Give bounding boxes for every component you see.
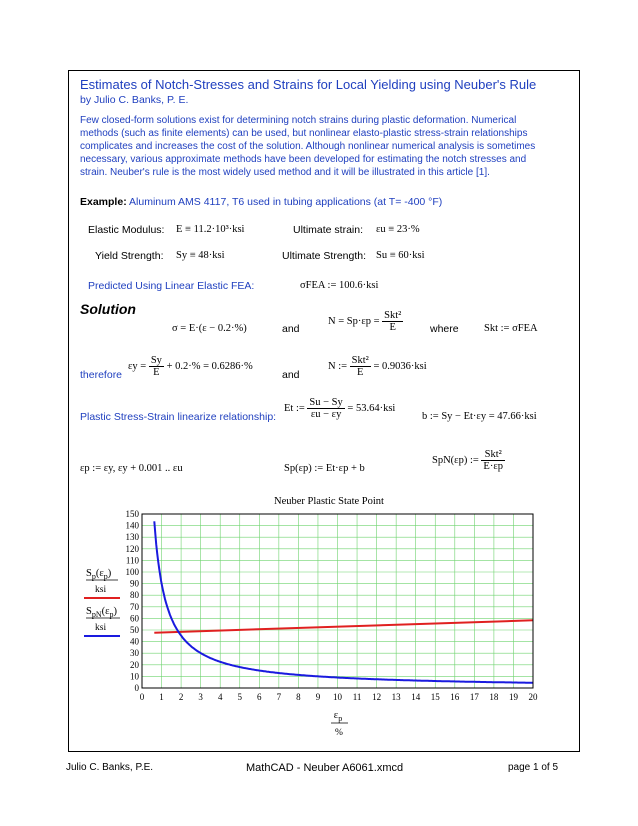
chart-title: Neuber Plastic State Point bbox=[274, 496, 384, 507]
neuber-constant-numerator: Skt² bbox=[351, 355, 369, 366]
example-details: , T6 used in tubing applications (at T= -400 °F) bbox=[226, 196, 443, 208]
y-tick-labels bbox=[126, 509, 140, 693]
yield-strain-lhs: εy = bbox=[128, 361, 147, 372]
x-tick-label: 2 bbox=[178, 692, 184, 702]
y-tick-label: 80 bbox=[130, 590, 139, 601]
elastic-modulus-label: Elastic Modulus: bbox=[88, 224, 165, 236]
neuber-chart bbox=[76, 490, 546, 740]
neuber-stress-numerator: Skt² bbox=[481, 449, 505, 461]
neuber-lhs: N = Sp·εp = bbox=[328, 316, 380, 327]
fea-label: Predicted Using Linear Elastic FEA: bbox=[88, 280, 255, 292]
x-tick-label: 9 bbox=[315, 692, 321, 702]
stress-strain-equation: σ = E·(ε − 0.2·%) bbox=[172, 323, 247, 334]
tangent-modulus-numerator: Su − Sy bbox=[309, 397, 343, 408]
document-title: Estimates of Notch-Stresses and Strains for Local Yielding using Neuber's Rule bbox=[80, 77, 537, 92]
y-tick-label: 70 bbox=[130, 601, 139, 612]
legend-spn-name: $S_{pN}(\varepsilon_p)$ bbox=[86, 606, 118, 619]
x-axis-unit: % bbox=[335, 728, 343, 738]
x-tick-label: 0 bbox=[139, 692, 145, 702]
neuber-constant-equation bbox=[328, 355, 427, 378]
neuber-constant-rhs: = 0.9036·ksi bbox=[373, 361, 427, 372]
x-tick-label: 18 bbox=[489, 692, 499, 702]
tangent-modulus-denominator: εu − εy bbox=[310, 409, 342, 420]
neuber-rule-equation bbox=[328, 310, 403, 333]
y-tick-label: 140 bbox=[125, 520, 139, 531]
y-tick-label: 30 bbox=[130, 648, 139, 659]
yield-strength-label: Yield Strength: bbox=[95, 250, 164, 262]
example-line bbox=[80, 196, 442, 208]
spn-series-line bbox=[154, 521, 532, 683]
footer-filename: MathCAD - Neuber A6061.xmcd bbox=[246, 762, 404, 774]
chart-series bbox=[154, 521, 533, 683]
x-tick-label: 10 bbox=[333, 692, 342, 702]
author-byline: by Julio C. Banks, P. E. bbox=[80, 94, 189, 106]
ultimate-strain-label: Ultimate strain: bbox=[293, 224, 364, 236]
chart-grid bbox=[142, 514, 533, 688]
legend-spn-unit: ksi bbox=[95, 623, 107, 633]
x-tick-label: 6 bbox=[257, 692, 262, 702]
fea-equation: σFEA := 100.6·ksi bbox=[300, 280, 379, 291]
neuber-numerator: Skt² bbox=[384, 310, 402, 321]
y-tick-label: 120 bbox=[125, 543, 139, 554]
x-tick-label: 14 bbox=[411, 692, 421, 702]
yield-strain-denominator: E bbox=[153, 367, 160, 378]
y-tick-label: 90 bbox=[130, 578, 139, 589]
x-tick-label: 5 bbox=[237, 692, 242, 702]
x-tick-label: 15 bbox=[430, 692, 440, 702]
x-tick-label: 12 bbox=[372, 692, 382, 702]
x-tick-label: 1 bbox=[159, 692, 164, 702]
plastic-strain-range: εp := εy, εy + 0.001 .. εu bbox=[80, 463, 183, 474]
example-material: Aluminum AMS 4117 bbox=[129, 196, 227, 208]
y-tick-label: 40 bbox=[130, 636, 139, 647]
neuber-constant-denominator: E bbox=[357, 367, 364, 378]
therefore-label: therefore bbox=[80, 369, 123, 381]
x-tick-label: 4 bbox=[217, 692, 223, 702]
x-tick-label: 11 bbox=[352, 692, 362, 702]
legend-sp-name: $S_p(\varepsilon_p)$ bbox=[86, 568, 112, 581]
ultimate-strain-equation: εu ≡ 23·% bbox=[376, 224, 420, 235]
neuber-stress-lhs: SpN(εp) := bbox=[432, 455, 479, 466]
x-tick-label: 19 bbox=[508, 692, 518, 702]
y-tick-label: 130 bbox=[125, 532, 139, 543]
x-tick-label: 13 bbox=[391, 692, 401, 702]
x-tick-labels bbox=[140, 692, 538, 702]
x-tick-label: 20 bbox=[528, 692, 538, 702]
tangent-modulus-equation bbox=[284, 397, 395, 420]
x-axis-label: $\varepsilon_p$ bbox=[333, 710, 343, 723]
neuber-denominator: E bbox=[389, 322, 396, 333]
yield-strain-equation bbox=[128, 355, 253, 378]
y-tick-label: 150 bbox=[125, 509, 139, 519]
solution-heading: Solution bbox=[80, 301, 136, 317]
y-tick-label: 110 bbox=[125, 555, 139, 566]
elastic-modulus-equation: E ≡ 11.2·10³·ksi bbox=[176, 224, 245, 235]
ultimate-strength-label: Ultimate Strength: bbox=[282, 250, 367, 262]
ultimate-strength-equation: Su ≡ 60·ksi bbox=[376, 250, 425, 261]
y-tick-label: 0 bbox=[134, 683, 139, 693]
y-tick-label: 50 bbox=[130, 625, 139, 635]
where-label: where bbox=[430, 323, 459, 335]
sp-series-line bbox=[154, 620, 533, 632]
footer-author: Julio C. Banks, P.E. bbox=[66, 762, 154, 773]
x-tick-label: 8 bbox=[296, 692, 301, 702]
skt-definition: Skt := σFEA bbox=[484, 323, 538, 334]
x-tick-label: 3 bbox=[198, 692, 203, 702]
x-tick-label: 16 bbox=[450, 692, 460, 702]
y-tick-label: 100 bbox=[125, 567, 139, 577]
yield-strain-numerator: Sy bbox=[150, 355, 162, 366]
tangent-modulus-rhs: = 53.64·ksi bbox=[347, 403, 396, 414]
x-tick-label: 7 bbox=[276, 692, 282, 702]
plastic-stress-function: Sp(εp) := Et·εp + b bbox=[284, 463, 365, 474]
legend-sp-unit: ksi bbox=[95, 585, 107, 595]
x-tick-label: 17 bbox=[469, 692, 479, 702]
footer-page-number: page 1 of 5 bbox=[508, 762, 559, 773]
y-tick-label: 20 bbox=[130, 659, 139, 670]
yield-strain-rhs: + 0.2·% = 0.6286·% bbox=[166, 361, 253, 372]
chart-legend bbox=[84, 568, 120, 636]
neuber-stress-denominator: E·εp bbox=[483, 461, 503, 472]
plastic-relationship-label: Plastic Stress-Strain linearize relationship: bbox=[80, 411, 277, 423]
tangent-modulus-lhs: Et := bbox=[284, 403, 305, 414]
neuber-constant-lhs: N := bbox=[328, 361, 348, 372]
y-tick-label: 10 bbox=[130, 671, 139, 682]
example-label: Example: bbox=[80, 196, 127, 208]
y-tick-label: 60 bbox=[130, 613, 139, 624]
and-label-1: and bbox=[282, 323, 300, 335]
intercept-equation: b := Sy − Et·εy = 47.66·ksi bbox=[422, 411, 537, 422]
yield-strength-equation: Sy ≡ 48·ksi bbox=[176, 250, 225, 261]
neuber-stress-function bbox=[432, 449, 505, 472]
and-label-2: and bbox=[282, 369, 300, 381]
intro-paragraph: Few closed-form solutions exist for determining notch strains during plastic deformation. Numerical methods (such as finite elements) can be used, but nonlinear elasto-plastic stress-strain relationships complicates and increases the cost of the solution. Although nonlinear numerical analysis is sometimes necessary, various approximate methods have been developed for estimating the notch stresses and strain. Neuber's rule is the most widely used method and it will be illustrated in this article [1]. bbox=[80, 115, 536, 178]
